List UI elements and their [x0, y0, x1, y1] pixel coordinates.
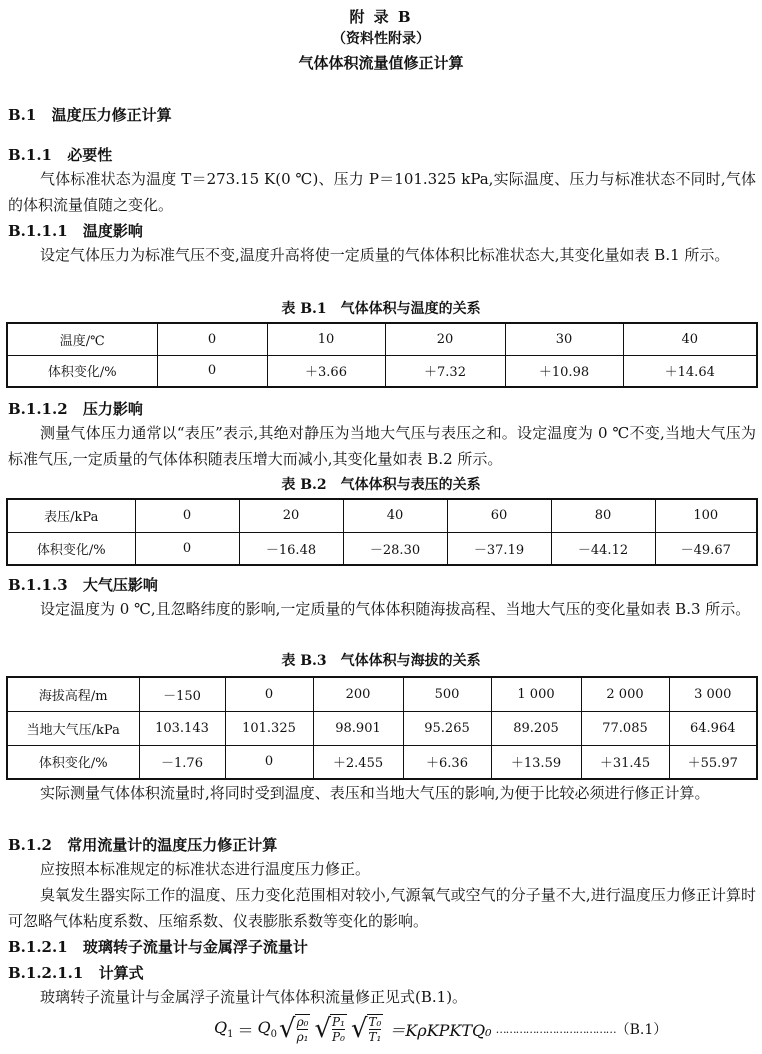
section-title: 温度影响 — [82, 222, 143, 240]
table3-caption: 表 B.3 气体体积与海拔的关系 — [281, 653, 481, 669]
table-cell: 60 — [447, 499, 551, 532]
section-number: B.1 — [8, 106, 37, 124]
table-row — [7, 711, 757, 745]
table-cell: －1.76 — [139, 745, 225, 779]
sqrt-density-ratio: √ $\frac{\text{ρ₀}}{\text{ρ₁}}$ — [279, 1014, 309, 1044]
sqrt-temperature-ratio: √ $\frac{\text{T₀}}{\text{T₁}}$ — [350, 1014, 382, 1044]
section-b1-1-1 — [8, 220, 143, 241]
table-row — [7, 677, 757, 711]
table-cell: 0 — [135, 532, 239, 565]
table-cell: 64.964 — [669, 711, 757, 745]
table-cell: 30 — [505, 323, 623, 355]
section-b1-1-2 — [8, 398, 143, 419]
section-b1-2-1-1 — [8, 962, 144, 983]
section-title: 常用流量计的温度压力修正计算 — [67, 836, 278, 854]
appendix-heading: 附 录 B — [349, 8, 413, 26]
table-cell: 77.085 — [581, 711, 669, 745]
appendix-type: （资料性附录） — [332, 31, 430, 47]
section-number: B.1.1.2 — [8, 400, 68, 418]
paragraph-combined-effect: 实际测量气体体积流量时,将同时受到温度、表压和当地大气压的影响,为便于比较必须进行修正计算。 — [40, 784, 710, 802]
sqrt-pressure-ratio: √ $\frac{\text{P₁}}{\text{P₀}}$ — [314, 1014, 345, 1044]
section-number: B.1.1.1 — [8, 222, 68, 240]
table-cell: 3 000 — [669, 677, 757, 711]
table-cell: 表压/kPa — [7, 499, 135, 532]
section-number: B.1.2 — [8, 836, 52, 854]
section-b1-2-1 — [8, 936, 308, 957]
formula-rhs: ＝KρKPKTQ₀ — [389, 1020, 492, 1040]
table-cell: 98.901 — [313, 711, 403, 745]
paragraph-temperature: 设定气体压力为标准气压不变,温度升高将使一定质量的气体体积比标准状态大,其变化量如表 B.1 所示。 — [40, 246, 730, 264]
table-cell: 500 — [403, 677, 491, 711]
section-b1-1 — [8, 144, 112, 165]
section-number: B.1.1.3 — [8, 576, 68, 594]
table-b1 — [6, 322, 758, 388]
table-cell: 20 — [385, 323, 505, 355]
section-title: 玻璃转子流量计与金属浮子流量计 — [82, 938, 308, 956]
appendix-title: 气体体积流量值修正计算 — [298, 54, 464, 72]
table-row — [7, 532, 757, 565]
paragraph-standard-state: 应按照本标准规定的标准状态进行温度压力修正。 — [40, 860, 371, 878]
table-row — [7, 499, 757, 532]
paragraph-atmospheric: 设定温度为 0 ℃,且忽略纬度的影响,一定质量的气体体积随海拔高程、当地大气压的变化量如表 B.3 所示。 — [40, 600, 751, 618]
table-b2 — [6, 498, 758, 566]
formula-q0: $Q_0$ — [257, 1017, 278, 1041]
section-title: 大气压影响 — [82, 576, 158, 594]
section-title: 计算式 — [98, 964, 144, 982]
table-cell: 40 — [343, 499, 447, 532]
table-cell: 200 — [313, 677, 403, 711]
table2-caption: 表 B.2 气体体积与表压的关系 — [281, 477, 481, 493]
section-b1-2 — [8, 834, 277, 855]
table-cell: 2 000 — [581, 677, 669, 711]
section-b1-1-3 — [8, 574, 158, 595]
section-number: B.1.2.1 — [8, 938, 68, 956]
table-cell: 100 — [655, 499, 757, 532]
section-title: 压力影响 — [82, 400, 143, 418]
table1-caption: 表 B.1 气体体积与温度的关系 — [281, 301, 481, 317]
table-row — [7, 745, 757, 779]
table-cell: 95.265 — [403, 711, 491, 745]
table-b3 — [6, 676, 758, 780]
table-cell: 89.205 — [491, 711, 581, 745]
section-b1 — [8, 104, 172, 125]
table-cell: ＋55.97 — [669, 745, 757, 779]
table-cell: 1 000 — [491, 677, 581, 711]
table-cell: ＋14.64 — [623, 355, 757, 387]
table-cell: 海拔高程/m — [7, 677, 139, 711]
section-title: 必要性 — [67, 146, 113, 164]
table-cell: 101.325 — [225, 711, 313, 745]
table-cell: ＋6.36 — [403, 745, 491, 779]
paragraph-necessity: 气体标准状态为温度 T＝273.15 K(0 ℃)、压力 P＝101.325 kPa,实际温度、压力与标准状态不同时,气体的体积流量值随之变化。 — [8, 170, 756, 214]
formula-label: （B.1） — [615, 1022, 668, 1038]
table-cell: 103.143 — [139, 711, 225, 745]
table-cell: －16.48 — [239, 532, 343, 565]
table-cell: 0 — [225, 677, 313, 711]
table-cell: ＋7.32 — [385, 355, 505, 387]
table-cell: 0 — [135, 499, 239, 532]
table-cell: 体积变化/% — [7, 355, 157, 387]
table-cell: 体积变化/% — [7, 745, 139, 779]
table-cell: 体积变化/% — [7, 532, 135, 565]
paragraph-ozone-generator: 臭氧发生器实际工作的温度、压力变化范围相对较小,气源氧气或空气的分子量不大,进行温度压力修正计算时可忽略气体粘度系数、压缩系数、仪表膨胀系数等变化的影响。 — [8, 886, 756, 930]
table-cell: －150 — [139, 677, 225, 711]
table-cell: ＋31.45 — [581, 745, 669, 779]
section-number: B.1.1 — [8, 146, 52, 164]
formula-leader: ……………………………… — [495, 1022, 616, 1036]
table-cell: 80 — [551, 499, 655, 532]
paragraph-pressure: 测量气体压力通常以“表压”表示,其绝对静压为当地大气压与表压之和。设定温度为 0 ℃不变,当地大气压为标准气压,一定质量的气体体积随表压增大而减小,其变化量如表 B.2 所示。 — [8, 424, 756, 468]
table-cell: 0 — [225, 745, 313, 779]
table-cell: 40 — [623, 323, 757, 355]
formula-lhs: $Q_1$ — [214, 1017, 234, 1041]
table-cell: ＋10.98 — [505, 355, 623, 387]
table-cell: ＋3.66 — [267, 355, 385, 387]
table-row — [7, 323, 757, 355]
formula-b1: $Q_1$ ＝ $Q_0$ √ $\frac{\text{ρ₀}}{\text{ρ₁}}$ √ $\frac{\text{P₁}}{\text{P₀}}$ √ $\frac{\text{T₀}}{\text{T₁}}$ ＝KρKPKTQ₀ ……………………………… （B.1） — [214, 1014, 668, 1044]
table-cell: －37.19 — [447, 532, 551, 565]
table-cell: 20 — [239, 499, 343, 532]
table-cell: 0 — [157, 355, 267, 387]
table-cell: 温度/℃ — [7, 323, 157, 355]
table-cell: ＋2.455 — [313, 745, 403, 779]
section-title: 温度压力修正计算 — [51, 106, 172, 124]
table-cell: －44.12 — [551, 532, 655, 565]
paragraph-formula-intro: 玻璃转子流量计与金属浮子流量计气体体积流量修正见式(B.1)。 — [40, 988, 468, 1006]
table-cell: －49.67 — [655, 532, 757, 565]
table-row — [7, 355, 757, 387]
table-cell: 0 — [157, 323, 267, 355]
table-cell: ＋13.59 — [491, 745, 581, 779]
table-cell: 当地大气压/kPa — [7, 711, 139, 745]
table-cell: 10 — [267, 323, 385, 355]
section-number: B.1.2.1.1 — [8, 964, 84, 982]
table-cell: －28.30 — [343, 532, 447, 565]
